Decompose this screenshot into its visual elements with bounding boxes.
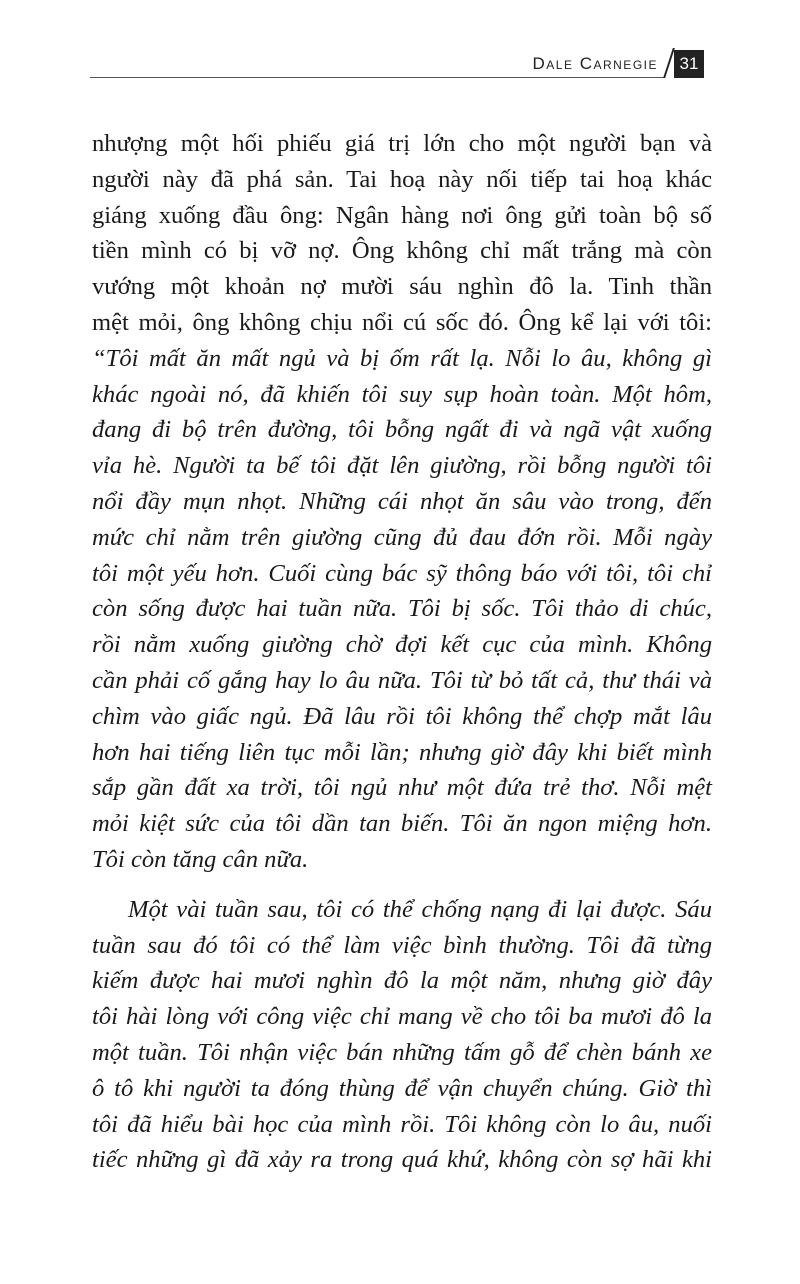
text-line: Một vài tuần sau, tôi có thể chống nạng đi lại được. Sáu <box>128 895 712 923</box>
quote-paragraph <box>92 341 712 878</box>
text-line: nhượng một hối phiếu giá trị lớn cho một người bạn và <box>92 130 712 157</box>
text-line: ô tô khi người ta đóng thùng để vận chuyển chúng. Giờ thì <box>92 1074 712 1102</box>
text-line: người này đã phá sản. Tai hoạ này nối tiếp tai hoạ khác <box>92 165 712 193</box>
text-line: một tuần. Tôi nhận việc bán những tấm gỗ để chèn bánh xe <box>92 1038 712 1066</box>
text-line: sắp gần đất xa trời, tôi ngủ như một đứa trẻ thơ. Nỗi mệt <box>92 774 712 802</box>
text-line: tiền mình có bị vỡ nợ. Ông không chỉ mất trắng mà còn <box>92 237 712 265</box>
text-line: tiếc những gì đã xảy ra trong quá khứ, không còn sợ hãi khi <box>92 1146 712 1174</box>
page-number: 31 <box>674 50 704 78</box>
text-line: Tôi còn tăng cân nữa. <box>92 845 309 873</box>
text-line: đang đi bộ trên đường, tôi bỗng ngất đi và ngã vật xuống <box>92 416 712 444</box>
text-line: khác ngoài nó, đã khiến tôi suy sụp hoàn toàn. Một hôm, <box>92 380 712 408</box>
text-line: mệt mỏi, ông không chịu nổi cú sốc đó. Ông kể lại với tôi: <box>92 308 712 336</box>
running-title: Dale Carnegie <box>532 54 658 73</box>
text-line: tuần sau đó tôi có thể làm việc bình thường. Tôi đã từng <box>92 931 712 959</box>
text-line: cần phải cố gắng hay lo âu nữa. Tôi từ bỏ tất cả, thư thái và <box>92 666 712 694</box>
text-line: hơn hai tiếng liên tục mỗi lần; nhưng giờ đây khi biết mình <box>92 738 712 766</box>
text-line: chìm vào giấc ngủ. Đã lâu rồi tôi không thể chợp mắt lâu <box>92 702 712 730</box>
paragraph-1 <box>92 126 712 341</box>
text-line: vướng một khoản nợ mười sáu nghìn đô la. Tinh thần <box>92 273 712 301</box>
text-line: mỏi kiệt sức của tôi dần tan biến. Tôi ăn ngon miệng hơn. <box>92 810 712 838</box>
text-line: rồi nằm xuống giường chờ đợi kết cục của mình. Không <box>92 631 712 659</box>
paragraph-3 <box>92 892 712 1178</box>
text-line: giáng xuống đầu ông: Ngân hàng nơi ông gửi toàn bộ số <box>92 201 712 229</box>
header-rule <box>90 77 664 78</box>
text-line: “Tôi mất ăn mất ngủ và bị ốm rất lạ. Nỗi lo âu, không gì <box>92 344 712 372</box>
text-line: tôi hài lòng với công việc chỉ mang về cho tôi ba mươi đô la <box>92 1003 712 1031</box>
text-line: tôi một yếu hơn. Cuối cùng bác sỹ thông báo với tôi, tôi chỉ <box>92 559 712 587</box>
text-line: mức chỉ nằm trên giường cũng đủ đau đớn rồi. Mỗi ngày <box>92 523 712 551</box>
body-text <box>92 126 712 1178</box>
text-line: nổi đầy mụn nhọt. Những cái nhọt ăn sâu vào trong, đến <box>92 487 712 515</box>
text-line: tôi đã hiểu bài học của mình rồi. Tôi không còn lo âu, nuối <box>92 1110 712 1138</box>
text-line: kiếm được hai mươi nghìn đô la một năm, nhưng giờ đây <box>92 967 712 995</box>
text-line: còn sống được hai tuần nữa. Tôi bị sốc. Tôi thảo di chúc, <box>92 595 712 623</box>
paragraph-gap <box>92 878 712 892</box>
text-line: vỉa hè. Người ta bế tôi đặt lên giường, rồi bỗng người tôi <box>92 452 712 480</box>
running-header <box>90 48 704 78</box>
